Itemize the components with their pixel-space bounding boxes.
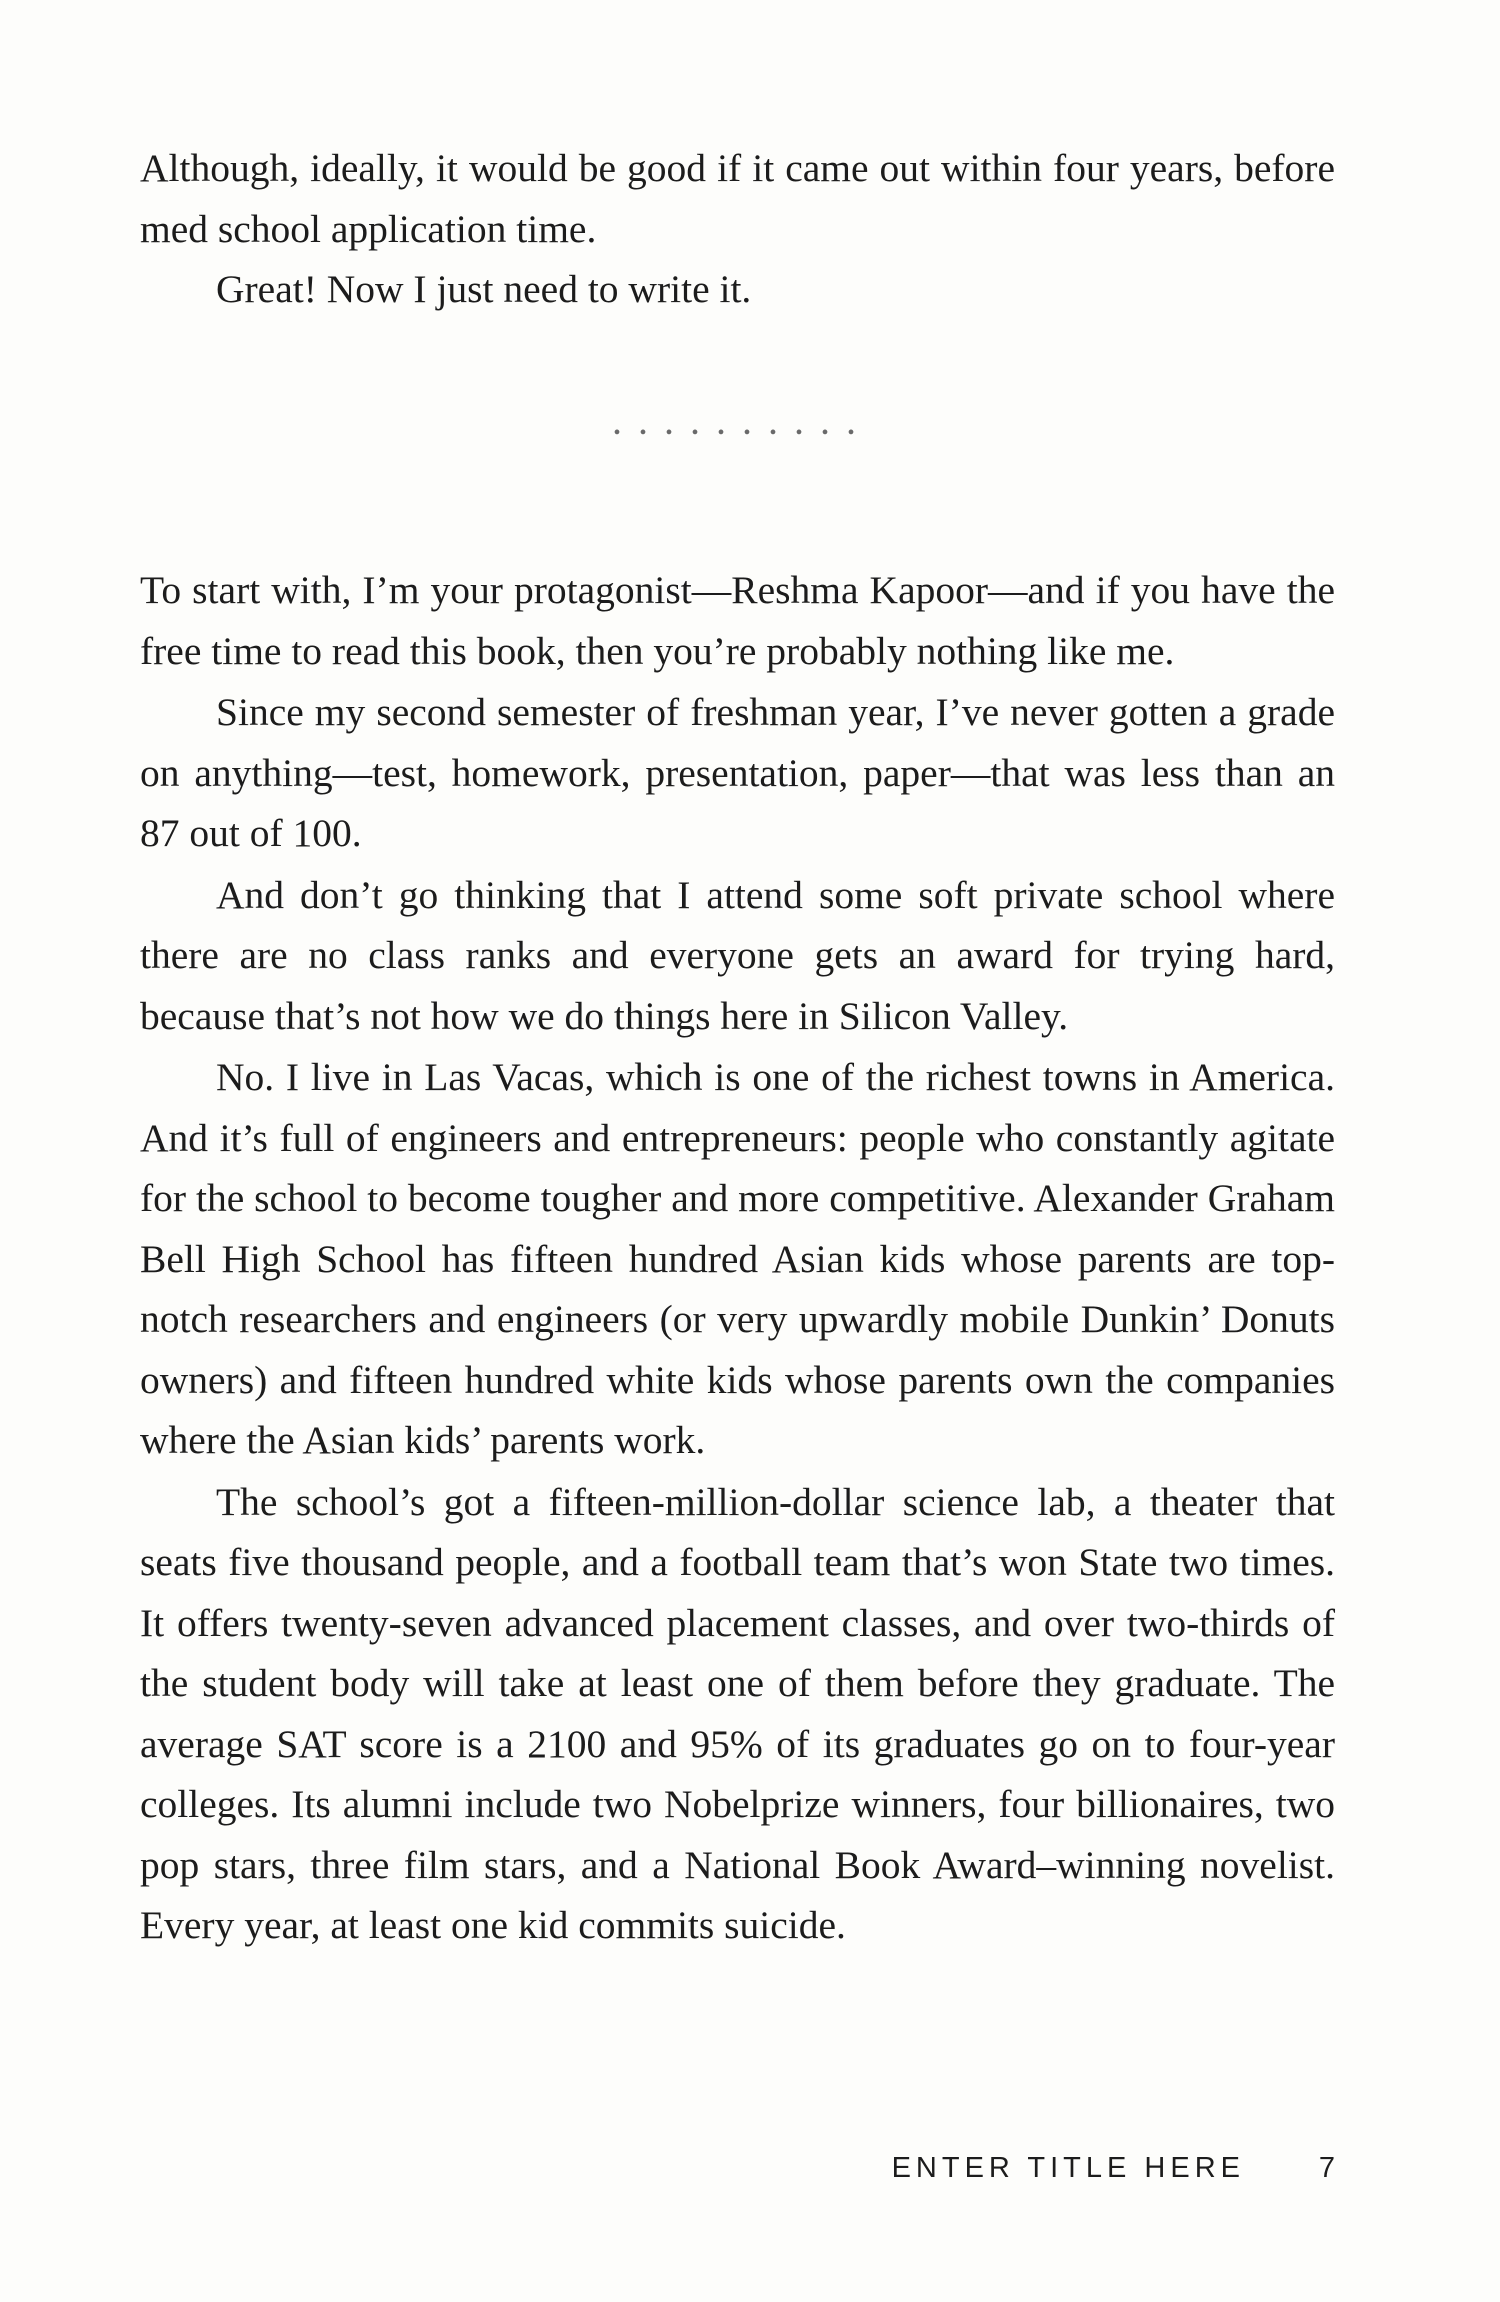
page-footer [140,2152,1335,2192]
top-text-block [140,138,1335,320]
paragraph: Great! Now I just need to write it. [216,267,752,311]
book-page [140,0,1335,2302]
paragraph: No. I live in Las Vacas, which is one of the richest towns in America. And it’s full of engineers and entrepreneurs: people who constantly agitate for the school to become tougher and more competitive. Alexander Graham Bell High School has fifteen hundred Asian kids whose parents are top-notch researchers and engineers (or very upwardly mobile Dunkin’ Donuts owners) and fifteen hundred white kids whose parents own the companies where the Asian kids’ parents work. [140,1055,1335,1462]
paragraph: And don’t go thinking that I attend some soft private school where there are no class ranks and everyone gets an award for trying hard, because that’s not how we do things here in Silicon Valley. [140,872,1335,1038]
main-text-block [140,560,1335,1956]
paragraph: The school’s got a fifteen-million-dollar science lab, a theater that seats five thousand people, and a football team that’s won State two times. It offers twenty-seven advanced placement classes, and over two-thirds of the student body will take at least one of them before they graduate. The average SAT score is a 2100 and 95% of its graduates go on to four-year colleges. Its alumni include two Nobelprize winners, four billionaires, two pop stars, three film stars, and a National Book Award–winning novelist. Every year, at least one kid commits suicide. [140,1479,1335,1947]
page-number: 7 [1318,2152,1335,2184]
running-title: ENTER TITLE HERE [891,2152,1245,2184]
paragraph: Since my second semester of freshman year, I’ve never gotten a grade on anything—test, homework, presentation, paper—that was less than an 87 out of 100. [140,690,1335,855]
paragraph-continued: Although, ideally, it would be good if it came out within four years, before med school application time. [140,146,1335,251]
paragraph-first: To start with, I’m your protagonist—Reshma Kapoor—and if you have the free time to read this book, then you’re probably nothing like me. [140,568,1335,673]
scene-break-ornament: • • • • • • • • • • [613,422,862,444]
